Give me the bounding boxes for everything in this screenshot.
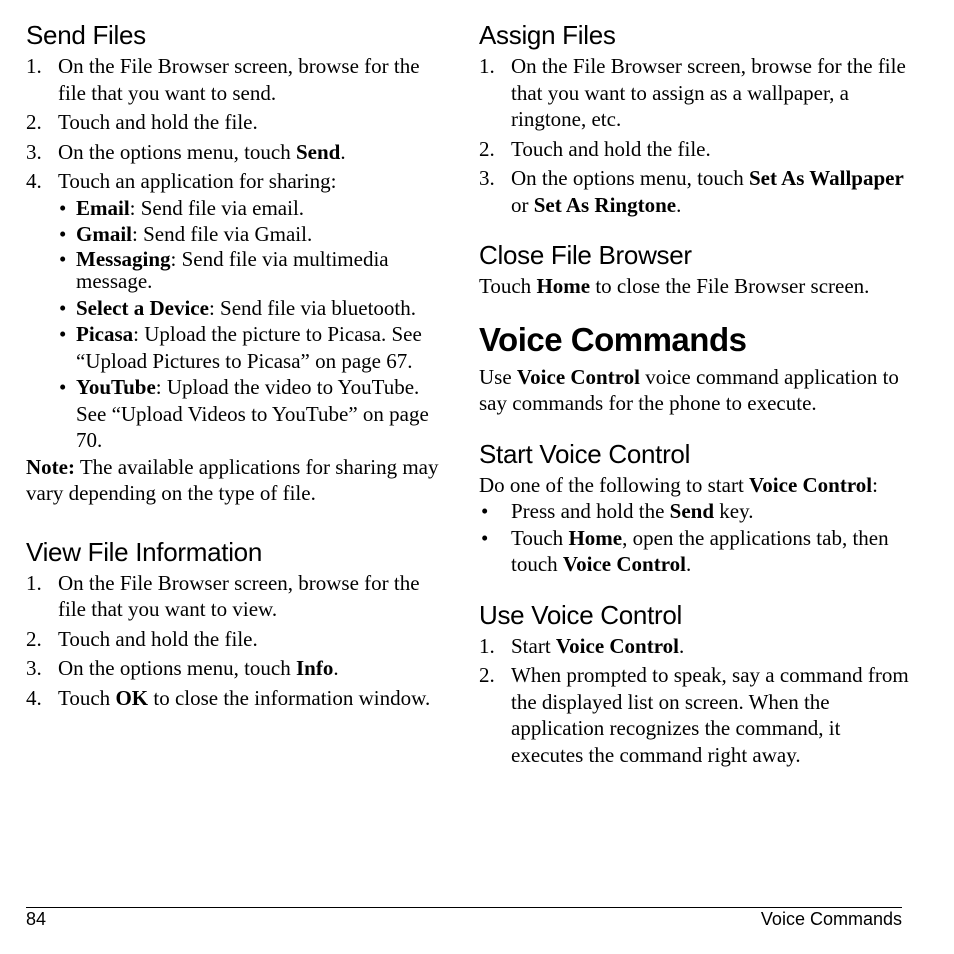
send-files-heading: Send Files [26,20,146,50]
list-item: • Email: Send file via email. [59,195,305,220]
use-voice-section [479,598,909,769]
left-column [26,18,450,731]
start-voice-section [479,437,909,578]
sharing-note: Note: The available applications for sharing may vary depending on the type of file. [26,454,439,505]
voice-commands-title: Voice Commands [479,320,747,358]
close-browser-section [479,238,909,300]
sharing-app-list [26,195,450,454]
list-item: 4. Touch an application for sharing: [26,169,337,193]
start-voice-intro: Do one of the following to start Voice Control: [479,472,878,497]
voice-commands-intro: Use Voice Control voice command application to say commands for the phone to execute. [479,364,899,415]
right-column [479,18,909,788]
list-item: 3. On the options menu, touch Set As Wallpaper or Set As Ringtone. [479,166,904,217]
view-info-steps [26,570,450,712]
voice-commands-section [479,320,909,417]
list-item: 3. On the options menu, touch Info. [26,656,339,680]
list-item: • YouTube: Upload the video to YouTube. See “Upload Videos to YouTube” on page 70. [59,375,429,452]
assign-files-heading: Assign Files [479,20,616,50]
list-item: • Picasa: Upload the picture to Picasa. See “Upload Pictures to Picasa” on page 67. [59,322,422,373]
use-voice-heading: Use Voice Control [479,599,683,630]
list-item: 3. On the options menu, touch Send. [26,139,346,164]
list-item: 2. Touch and hold the file. [26,110,258,134]
view-info-heading: View File Information [26,536,262,567]
list-item: 2. Touch and hold the file. [479,136,711,161]
send-files-steps [26,53,450,195]
list-item: 1. Start Voice Control. [479,633,685,658]
list-item: 1. On the File Browser screen, browse for the file that you want to view. [26,570,420,621]
close-browser-text: Touch Home to close the File Browser screen. [479,274,870,298]
list-item: 2. Touch and hold the file. [26,626,258,651]
footer-chapter-title: Voice Commands [760,909,902,929]
list-item: • Gmail: Send file via Gmail. [59,222,313,246]
list-item: • Messaging: Send file via multimedia message. [59,246,389,293]
list-item: • Select a Device: Send file via bluetooth. [59,295,416,320]
assign-files-section [479,18,909,218]
list-item: 2. When prompted to speak, say a command from the displayed list on screen. When the application recognizes the command, it executes the command right away. [479,663,909,767]
view-info-section [26,535,450,712]
list-item: 1. On the File Browser screen, browse for the file that you want to assign as a wallpaper, a ringtone, etc. [479,54,906,131]
list-item: 4. Touch OK to close the information window. [26,685,431,710]
send-files-section [26,18,450,507]
page-number: 84 [26,909,47,929]
list-item: • Touch Home, open the applications tab, then touch Voice Control. [481,525,889,576]
list-item: 1. On the File Browser screen, browse for the file that you want to send. [26,54,420,105]
close-browser-heading: Close File Browser [479,240,692,270]
list-item: • Press and hold the Send key. [481,499,754,523]
start-voice-heading: Start Voice Control [479,438,691,469]
